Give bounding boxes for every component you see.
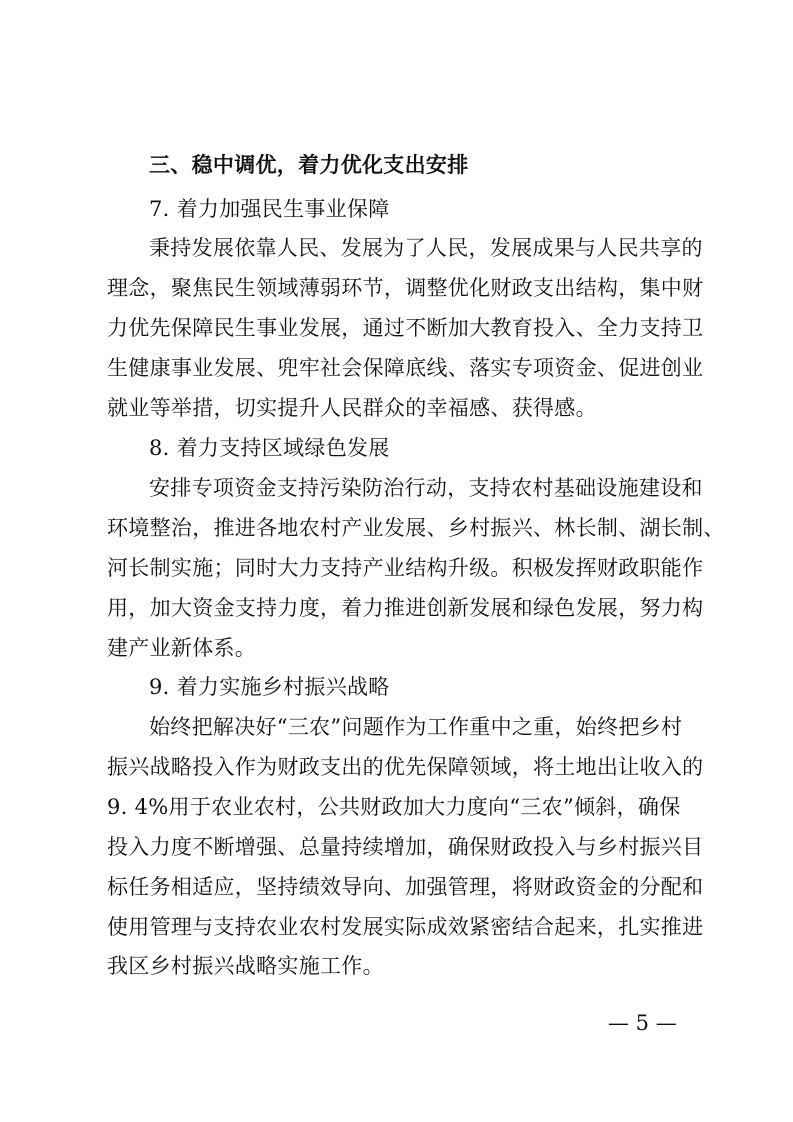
paragraph-line: 秉持发展依靠人民、发展为了人民，发展成果与人民共享的 bbox=[149, 236, 703, 260]
paragraph-line: 建产业新体系。 bbox=[107, 636, 257, 660]
paragraph-line: 9. 4%用于农业农村，公共财政加大力度向“三农”倾斜，确保 bbox=[107, 795, 681, 819]
paragraph-line: 安排专项资金支持污染防治行动，支持农村基础设施建设和 bbox=[149, 476, 703, 500]
paragraph-line: 生健康事业发展、兜牢社会保障底线、落实专项资金、促进创业 bbox=[107, 356, 704, 380]
paragraph-line: 我区乡村振兴战略实施工作。 bbox=[107, 954, 384, 978]
paragraph-line: 标任务相适应，坚持绩效导向、加强管理，将财政资金的分配和 bbox=[107, 875, 704, 899]
subsection-heading-7: 7. 着力加强民生事业保障 bbox=[149, 197, 390, 221]
paragraph-line: 就业等举措，切实提升人民群众的幸福感、获得感。 bbox=[107, 396, 597, 420]
page-number: — 5 — bbox=[608, 1011, 677, 1035]
paragraph-line: 投入力度不断增强、总量持续增加，确保财政投入与乡村振兴目 bbox=[107, 835, 704, 859]
paragraph-line: 环境整治，推进各地农村产业发展、乡村振兴、林长制、湖长制、 bbox=[107, 516, 725, 540]
subsection-heading-8: 8. 着力支持区域绿色发展 bbox=[149, 436, 390, 460]
paragraph-line: 始终把解决好“三农”问题作为工作重中之重，始终把乡村 bbox=[149, 715, 683, 739]
paragraph-line: 使用管理与支持农业农村发展实际成效紧密结合起来，扎实推进 bbox=[107, 915, 704, 939]
paragraph-line: 理念，聚焦民生领域薄弱环节，调整优化财政支出结构，集中财 bbox=[107, 276, 704, 300]
section-heading: 三、稳中调优，着力优化支出安排 bbox=[149, 153, 469, 177]
paragraph-line: 力优先保障民生事业发展，通过不断加大教育投入、全力支持卫 bbox=[107, 316, 704, 340]
paragraph-line: 用，加大资金支持力度，着力推进创新发展和绿色发展，努力构 bbox=[107, 596, 704, 620]
subsection-heading-9: 9. 着力实施乡村振兴战略 bbox=[149, 675, 390, 699]
paragraph-line: 振兴战略投入作为财政支出的优先保障领域，将土地出让收入的 bbox=[107, 755, 704, 779]
paragraph-line: 河长制实施；同时大力支持产业结构升级。积极发挥财政职能作 bbox=[107, 556, 704, 580]
